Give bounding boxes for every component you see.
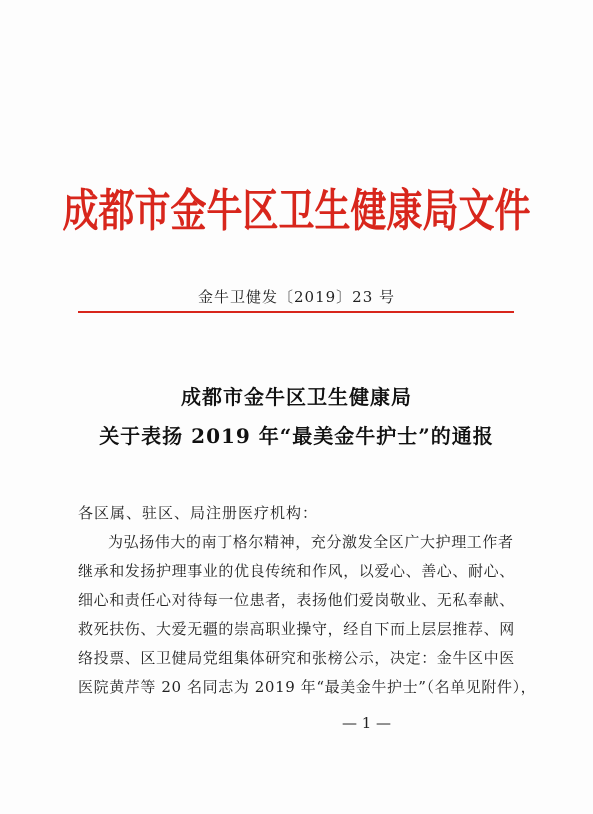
body-paragraph-line: 为弘扬伟大的南丁格尔精神，充分激发全区广大护理工作者 xyxy=(108,533,514,551)
header-divider-line xyxy=(78,311,514,313)
body-paragraph-line: 络投票、区卫健局党组集体研究和张榜公示，决定：金牛区中医 xyxy=(78,649,515,667)
body-paragraph-line: 医院黄芹等 20 名同志为 2019 年“最美金牛护士”（名单见附件）， xyxy=(78,678,537,696)
body-paragraph-line: 继承和发扬护理事业的优良传统和作风，以爱心、善心、耐心、 xyxy=(78,562,515,580)
notice-title-line-2: 关于表扬 2019 年“最美金牛护士”的通报 xyxy=(99,424,494,448)
page-number: — 1 — xyxy=(341,714,392,732)
salutation: 各区属、驻区、局注册医疗机构： xyxy=(78,504,319,522)
notice-title-line-1: 成都市金牛区卫生健康局 xyxy=(181,385,412,409)
body-paragraph-line: 救死扶伤、大爱无疆的崇高职业操守，经自下而上层层推荐、网 xyxy=(78,620,515,638)
document-number: 金牛卫健发〔2019〕23 号 xyxy=(197,288,396,306)
body-paragraph-line: 细心和责任心对待每一位患者，表扬他们爱岗敬业、无私奉献、 xyxy=(78,591,515,609)
document-header-title: 成都市金牛区卫生健康局文件 xyxy=(62,184,531,238)
